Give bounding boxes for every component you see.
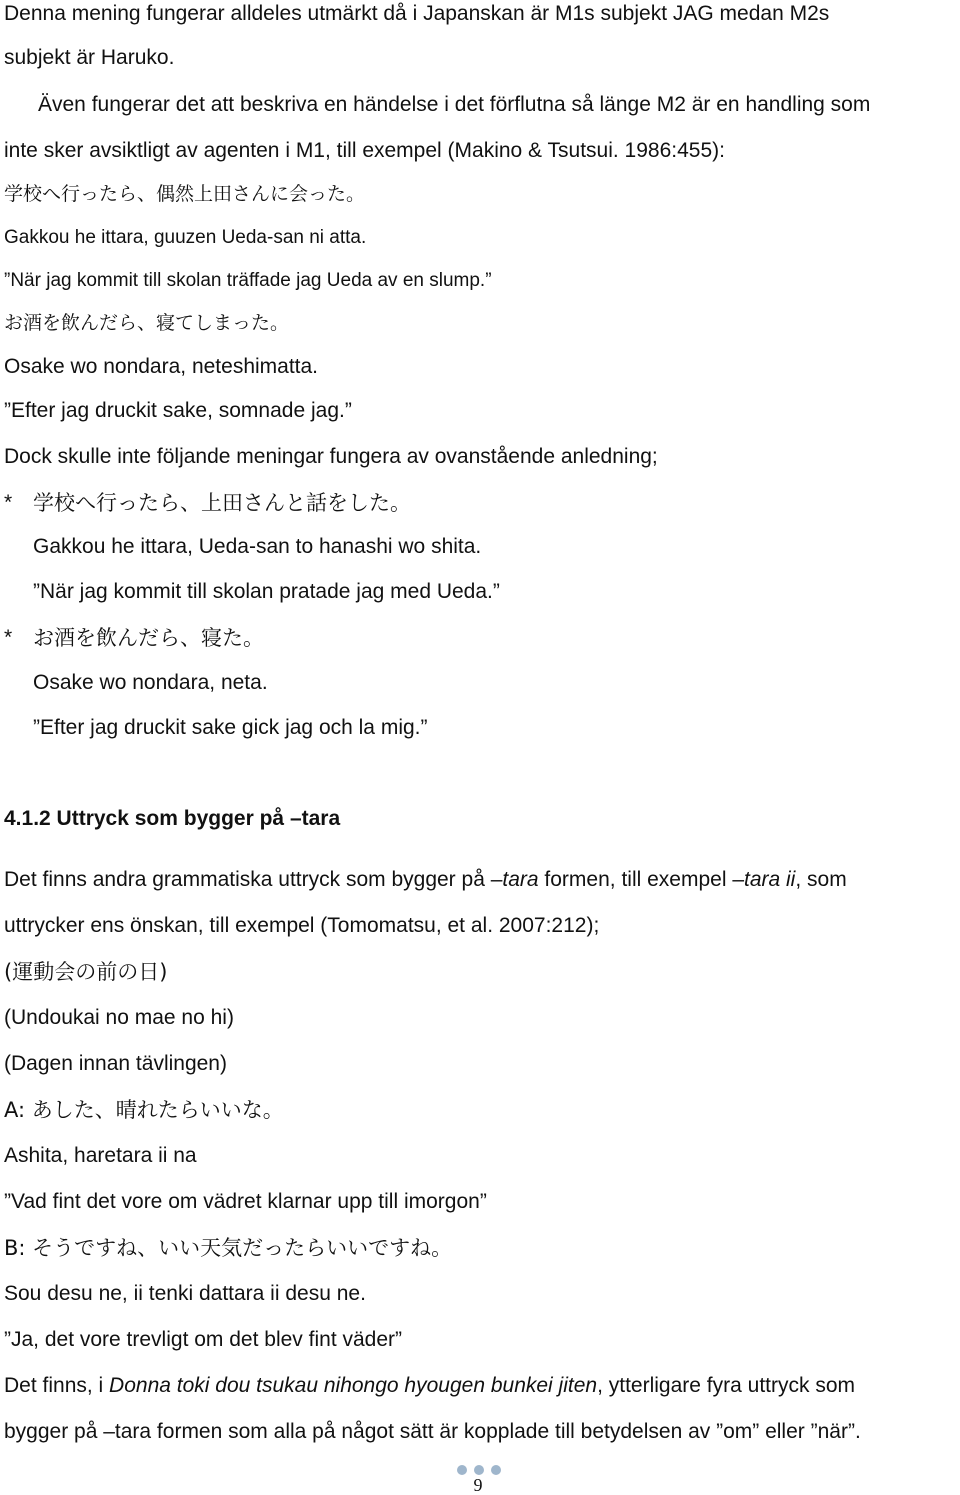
translation-line: ”När jag kommit till skolan träffade jag Ueda av en slump.”: [4, 270, 492, 291]
translation-line: ”Efter jag druckit sake gick jag och la mig.”: [33, 716, 428, 739]
text-line: inte sker avsiktligt av agenten i M1, till exempel (Makino & Tsutsui. 1986:455):: [4, 139, 725, 162]
paragraph-line: [4, 866, 847, 894]
romaji-line: Osake wo nondara, neta.: [33, 671, 268, 694]
japanese-line: 学校へ行ったら、偶然上田さんに会った。: [4, 183, 366, 205]
romaji-line: (Undoukai no mae no hi): [4, 1006, 234, 1029]
text-span: , ytterligare fyra uttryck som: [597, 1374, 855, 1397]
text-span: formen, till exempel –: [538, 868, 744, 891]
text-line: Även fungerar det att beskriva en händelse i det förflutna så länge M2 är en handling som: [38, 93, 871, 116]
asterisk-marker: *: [4, 491, 13, 514]
ornament-dot: [457, 1465, 467, 1475]
romaji-line: Gakkou he ittara, Ueda-san to hanashi wo shita.: [33, 535, 482, 558]
romaji-line: Osake wo nondara, neteshimatta.: [4, 355, 319, 378]
text-line: Denna mening fungerar alldeles utmärkt då i Japanskan är M1s subjekt JAG medan M2s: [4, 2, 830, 25]
japanese-line: お酒を飲んだら、寝てしまった。: [4, 312, 290, 334]
text-line: Dock skulle inte följande meningar fungera av ovanstående anledning;: [4, 445, 658, 468]
paragraph-line: bygger på –tara formen som alla på något sätt är kopplade till betydelsen av ”om” eller ”när”.: [4, 1420, 861, 1443]
romaji-line: Ashita, haretara ii na: [4, 1144, 197, 1167]
ornament-dot: [474, 1465, 484, 1475]
paragraph-line: [4, 1372, 855, 1400]
japanese-line: B: そうですね、いい天気だったらいいですね。: [4, 1236, 453, 1260]
romaji-line: Sou desu ne, ii tenki dattara ii desu ne.: [4, 1282, 366, 1305]
japanese-line: 学校へ行ったら、上田さんと話をした。: [33, 491, 411, 515]
translation-line: (Dagen innan tävlingen): [4, 1052, 227, 1075]
japanese-line: お酒を飲んだら、寝た。: [33, 626, 264, 650]
text-span: Det finns andra grammatiska uttryck som bygger på –: [4, 868, 503, 891]
asterisk-marker: *: [4, 626, 13, 649]
ornament-dot: [491, 1465, 501, 1475]
japanese-line: A: あした、晴れたらいいな。: [4, 1098, 284, 1122]
japanese-line: (運動会の前の日): [4, 960, 168, 984]
italic-title: Donna toki dou tsukau nihongo hyougen bunkei jiten: [109, 1374, 598, 1397]
text-line: subjekt är Haruko.: [4, 46, 175, 69]
page-ornament: [457, 1465, 501, 1475]
text-span: Det finns, i: [4, 1374, 110, 1397]
romaji-line: Gakkou he ittara, guuzen Ueda-san ni atta.: [4, 227, 367, 248]
text-span: , som: [795, 868, 847, 891]
section-heading: 4.1.2 Uttryck som bygger på –tara: [4, 807, 341, 830]
translation-line: ”Ja, det vore trevligt om det blev fint väder”: [4, 1328, 403, 1351]
italic-term: tara ii: [744, 868, 796, 891]
italic-term: tara: [502, 868, 539, 891]
translation-line: ”När jag kommit till skolan pratade jag med Ueda.”: [33, 580, 500, 603]
page-number: 9: [473, 1475, 483, 1495]
translation-line: ”Efter jag druckit sake, somnade jag.”: [4, 399, 352, 422]
translation-line: ”Vad fint det vore om vädret klarnar upp till imorgon”: [4, 1190, 487, 1213]
paragraph-line: uttrycker ens önskan, till exempel (Tomomatsu, et al. 2007:212);: [4, 914, 600, 937]
